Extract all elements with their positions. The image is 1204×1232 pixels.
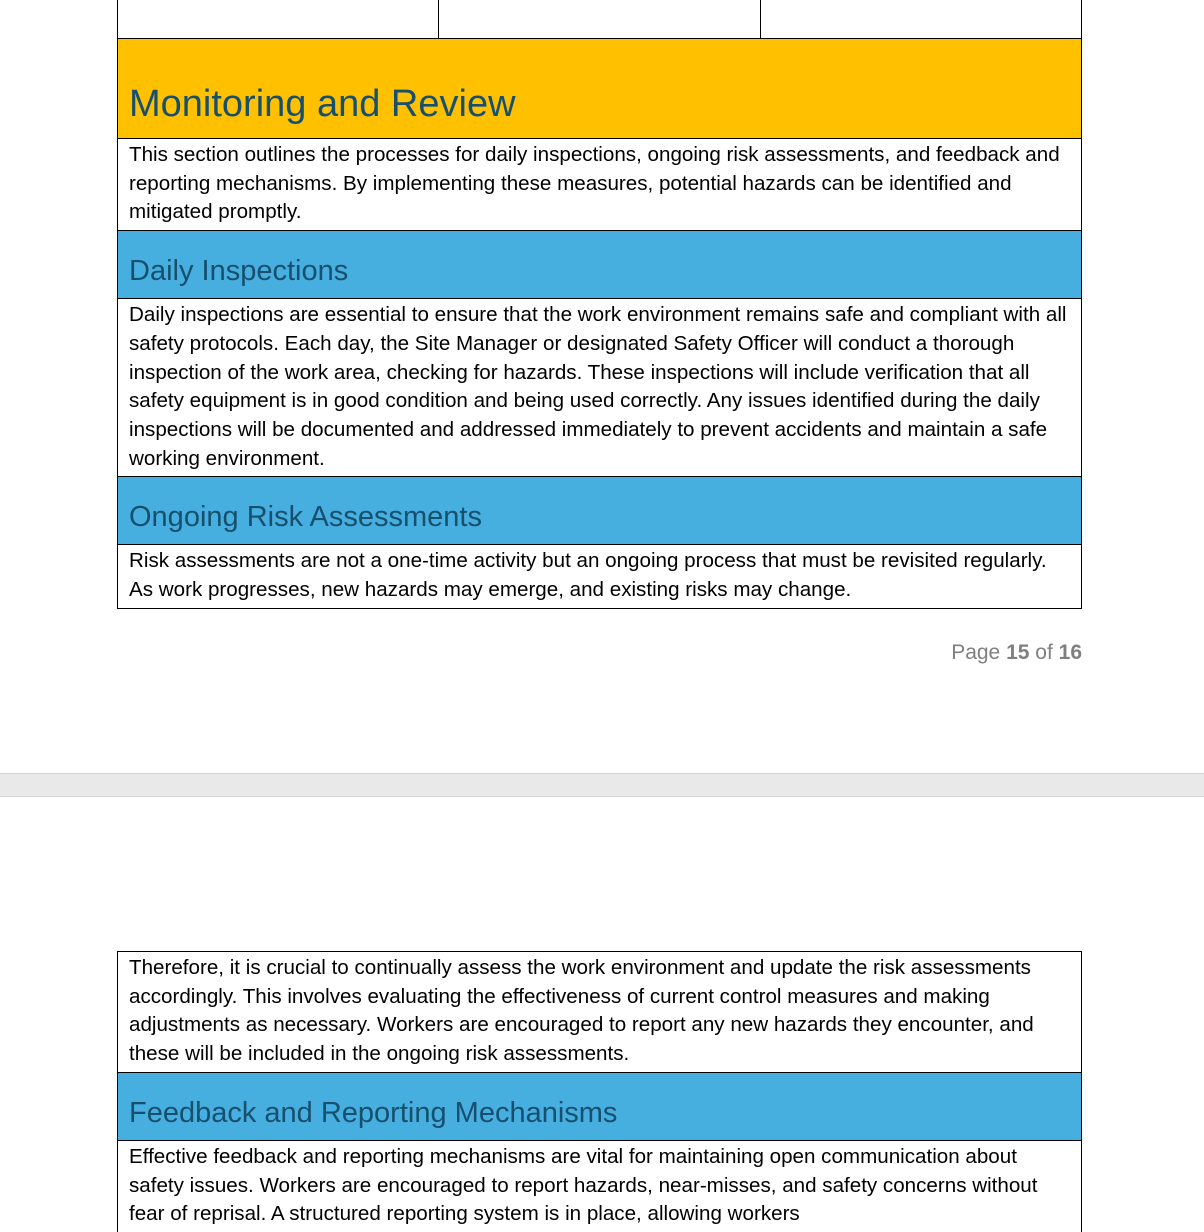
of-label: of [1035,641,1053,664]
section-intro-paragraph: This section outlines the processes for daily inspections, ongoing risk assessments, and feedback and reporting mechanisms. By implementing these measures, potential hazards can be identified and mitigated promptly. [118,139,1081,231]
subheading-feedback-reporting [118,1073,1081,1141]
monitoring-review-table [117,0,1082,609]
subheading-daily-inspections [118,231,1081,299]
subheading-text: Daily Inspections [129,255,349,288]
section-heading-monitoring-review [118,39,1081,139]
page-number-footer [951,641,1082,665]
section-heading-text: Monitoring and Review [129,83,516,125]
subheading-text: Ongoing Risk Assessments [129,501,482,534]
table-cell [118,0,439,38]
ongoing-risk-paragraph: Risk assessments are not a one-time activity but an ongoing process that must be revisited regularly. As work progresses, new hazards may emerge, and existing risks may change. [129,549,1047,602]
table-cell [761,0,1081,38]
page-label: Page [951,641,1001,664]
total-pages-number: 16 [1058,641,1082,664]
current-page-number: 15 [1006,641,1030,664]
table-cell [439,0,760,38]
monitoring-review-table-continued [117,951,1082,1232]
page-separator [0,773,1204,797]
feedback-reporting-paragraph: Effective feedback and reporting mechanisms are vital for maintaining open communication about safety issues. Workers are encouraged to report hazards, near-misses, and safety concerns without fear of reprisal. A structured reporting system is in place, allowing workers [129,1144,1038,1226]
subheading-ongoing-risk-assessments [118,477,1081,545]
daily-inspections-paragraph: Daily inspections are essential to ensure that the work environment remains safe and compliant with all safety protocols. Each day, the Site Manager or designated Safety Officer will conduct a thorough inspection of the work area, checking for hazards. These inspections will include verification that all safety equipment is in good condition and being used correctly. Any issues identified during the daily inspections will be documented and addressed immediately to prevent accidents and maintain a safe working environment. [118,299,1081,477]
risk-continued-paragraph: Therefore, it is crucial to continually assess the work environment and update the risk assessments accordingly. This involves evaluating the effectiveness of current control measures and making adjustments as necessary. Workers are encouraged to report any new hazards they encounter, and these will be included in the ongoing risk assessments. [118,952,1081,1073]
subheading-text: Feedback and Reporting Mechanisms [129,1096,618,1129]
previous-table-row [118,0,1081,39]
